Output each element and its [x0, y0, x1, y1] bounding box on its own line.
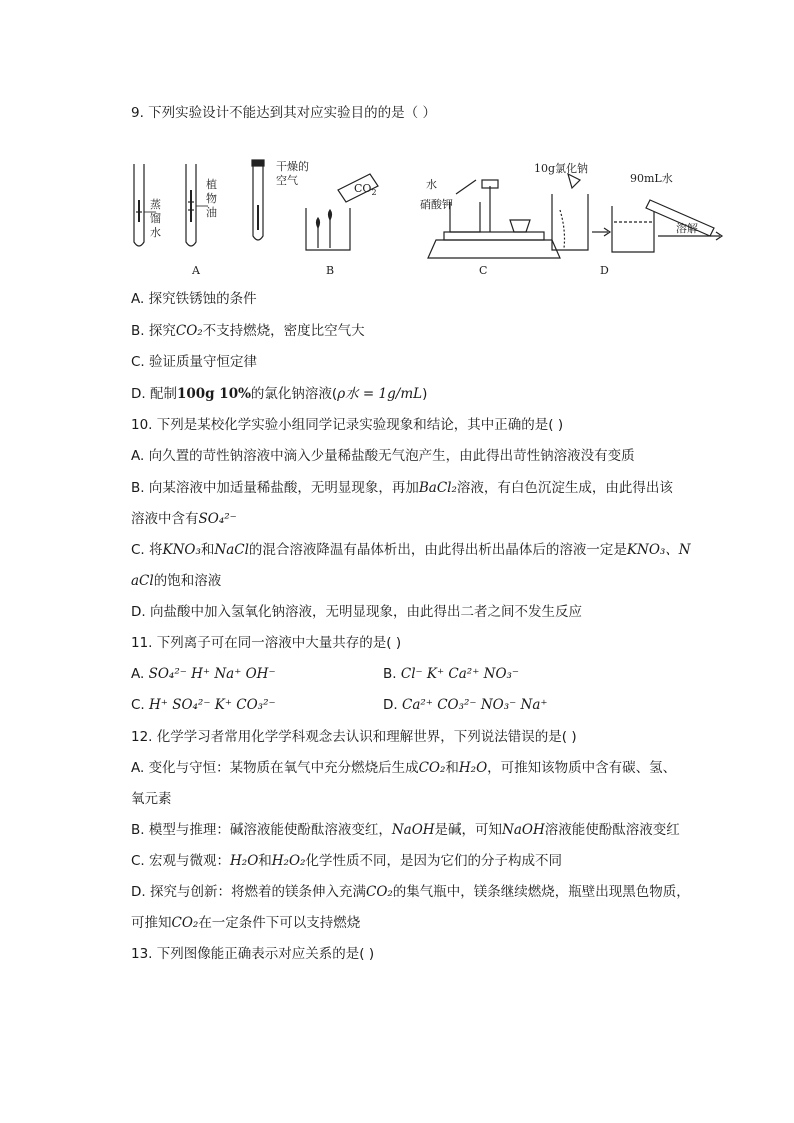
q12-option-a-cont: 氧元素 [131, 791, 172, 807]
a-oil-label: 植 [206, 178, 217, 191]
q12-option-d: D. 探究与创新：将燃着的镁条伸入充满CO₂的集气瓶中，镁条继续燃烧，瓶壁出现黑色物质， [131, 884, 690, 900]
q12-option-c: C. 宏观与微观：H₂O和H₂O₂化学性质不同，是因为它们的分子构成不同 [131, 853, 562, 869]
q9-option-d: D. 配制100g 10%的氯化钠溶液(ρ水 = 1g/mL) [131, 386, 428, 402]
q10-option-c-cont: aCl的饱和溶液 [131, 573, 222, 589]
q9-option-b: B. 探究CO₂不支持燃烧，密度比空气大 [131, 323, 365, 339]
q12-option-d-cont: 可推知CO₂在一定条件下可以支持燃烧 [131, 915, 361, 931]
c-water-label: 水 [426, 178, 437, 191]
q9-apparatus-figure [120, 150, 730, 285]
svg-text:馏: 馏 [150, 212, 161, 225]
fig-label-b: B [326, 264, 335, 277]
d-water-label: 90mL水 [630, 172, 673, 185]
a-water-label: 蒸 [150, 198, 161, 211]
q11-option-d: D. Ca²⁺ CO₃²⁻ NO₃⁻ Na⁺ [383, 697, 548, 713]
q11-option-b: B. Cl⁻ K⁺ Ca²⁺ NO₃⁻ [383, 666, 520, 682]
b-air-label: 干燥的 [276, 160, 309, 173]
d-dissolve-label: 溶解 [676, 222, 698, 235]
svg-text:物: 物 [206, 192, 217, 205]
svg-text:水: 水 [150, 226, 161, 239]
q10-option-b-cont: 溶液中含有SO₄²⁻ [131, 511, 237, 527]
q12-option-b: B. 模型与推理：碱溶液能使酚酞溶液变红，NaOH是碱，可知NaOH溶液能使酚酞溶液变红 [131, 822, 680, 838]
fig-label-a: A [192, 264, 200, 277]
c-salt-label: 硝酸钾 [420, 198, 453, 211]
q9-option-c: C. 验证质量守恒定律 [131, 354, 258, 370]
d-salt-label: 10g氯化钠 [534, 162, 589, 175]
q10-option-c: C. 将KNO₃和NaCl的混合溶液降温有晶体析出，由此得出析出晶体后的溶液一定是KNO₃、N [131, 542, 691, 558]
q13-stem: 13. 下列图像能正确表示对应关系的是( ) [131, 946, 375, 962]
q11-option-c: C. H⁺ SO₄²⁻ K⁺ CO₃²⁻ [131, 697, 276, 713]
q10-stem: 10. 下列是某校化学实验小组同学记录实验现象和结论，其中正确的是( ) [131, 417, 564, 433]
fig-label-c: C [479, 264, 488, 277]
q12-option-a: A. 变化与守恒：某物质在氧气中充分燃烧后生成CO₂和H₂O，可推知该物质中含有碳、氢、 [131, 760, 677, 776]
svg-text:油: 油 [206, 206, 217, 219]
b-co2-label: $CO_2$ [354, 182, 377, 197]
q9-stem: 9. 下列实验设计不能达到其对应实验目的的是（ ） [131, 105, 436, 121]
svg-text:空气: 空气 [276, 174, 298, 187]
q10-option-b: B. 向某溶液中加适量稀盐酸，无明显现象，再加BaCl₂溶液，有白色沉淀生成，由此得出该 [131, 480, 673, 496]
q11-stem: 11. 下列离子可在同一溶液中大量共存的是( ) [131, 635, 402, 651]
q10-option-a: A. 向久置的苛性钠溶液中滴入少量稀盐酸无气泡产生，由此得出苛性钠溶液没有变质 [131, 448, 635, 464]
fig-label-d: D [600, 264, 609, 277]
q12-stem: 12. 化学学习者常用化学学科观念去认识和理解世界，下列说法错误的是( ) [131, 729, 577, 745]
q9-option-a: A. 探究铁锈蚀的条件 [131, 291, 257, 307]
q11-option-a: A. SO₄²⁻ H⁺ Na⁺ OH⁻ [131, 666, 276, 682]
q10-option-d: D. 向盐酸中加入氢氧化钠溶液，无明显现象，由此得出二者之间不发生反应 [131, 604, 582, 620]
